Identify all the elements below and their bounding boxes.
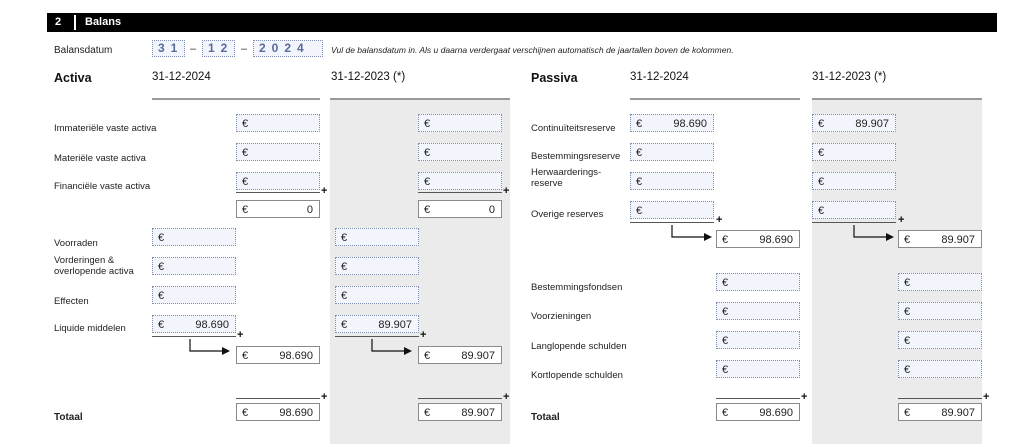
row-label-herwaardering: Herwaarderings-reserve bbox=[531, 167, 602, 189]
herwaardering-current-input[interactable]: € bbox=[630, 172, 714, 190]
row-label-bestemmingsfondsen: Bestemmingsfondsen bbox=[531, 282, 623, 293]
sum-line bbox=[630, 222, 714, 223]
plus-sign: + bbox=[237, 329, 244, 341]
section-title: Balans bbox=[85, 16, 122, 28]
balansdatum-label: Balansdatum bbox=[54, 45, 113, 56]
financieel-current-input[interactable]: € bbox=[236, 172, 320, 190]
section-number: 2 bbox=[55, 16, 62, 28]
voorraden-previous-input[interactable]: € bbox=[335, 228, 419, 246]
date-year-input[interactable]: 2024 bbox=[253, 40, 323, 57]
carry-arrow-icon bbox=[852, 224, 902, 244]
row-label-financieel: Financiële vaste activa bbox=[54, 181, 151, 192]
sum-line bbox=[812, 222, 896, 223]
vorderingen-previous-input[interactable]: € bbox=[335, 257, 419, 275]
vaste-activa-previous-subtotal: € 0 bbox=[418, 200, 502, 218]
date-day-input[interactable]: 31 bbox=[152, 40, 185, 57]
row-label-materieel: Materiële vaste activa bbox=[54, 153, 146, 164]
liquide-previous-input[interactable]: € 89.907 bbox=[335, 315, 419, 333]
sum-line bbox=[236, 192, 320, 193]
vlottende-activa-current-subtotal: € 98.690 bbox=[236, 346, 320, 364]
sum-line bbox=[716, 398, 800, 399]
sum-line bbox=[418, 398, 502, 399]
sum-line bbox=[898, 398, 982, 399]
voorraden-current-input[interactable]: € bbox=[152, 228, 236, 246]
carry-arrow-icon bbox=[188, 338, 238, 358]
passiva-current-total: € 98.690 bbox=[716, 403, 800, 421]
row-label-langlopend: Langlopende schulden bbox=[531, 341, 627, 352]
activa-totaal-label: Totaal bbox=[54, 412, 83, 423]
voorzieningen-current-input[interactable]: € bbox=[716, 302, 800, 320]
date-hint: Vul de balansdatum in. Als u daarna verdergaat verschijnen automatisch de jaartallen boven de kolommen. bbox=[331, 45, 734, 55]
immaterieel-previous-input[interactable]: € bbox=[418, 114, 502, 132]
row-label-vorderingen: Vorderingen & overlopende activa bbox=[54, 255, 134, 277]
plus-sign: + bbox=[983, 391, 990, 403]
row-label-voorraden: Voorraden bbox=[54, 238, 98, 249]
activa-col-previous: 31-12-2023 (*) bbox=[331, 71, 406, 83]
liquide-current-input[interactable]: € 98.690 bbox=[152, 315, 236, 333]
activa-previous-header-line bbox=[330, 98, 510, 100]
eigen-vermogen-current-subtotal: € 98.690 bbox=[716, 230, 800, 248]
section-header bbox=[47, 13, 997, 32]
row-label-continuiteit: Continuïteitsreserve bbox=[531, 123, 616, 134]
passiva-col-previous: 31-12-2023 (*) bbox=[812, 71, 887, 83]
continuiteit-previous-input[interactable]: € 89.907 bbox=[812, 114, 896, 132]
plus-sign: + bbox=[716, 214, 723, 226]
row-label-immaterieel: Immateriële vaste activa bbox=[54, 123, 157, 134]
plus-sign: + bbox=[503, 391, 510, 403]
kortlopend-previous-input[interactable]: € bbox=[898, 360, 982, 378]
effecten-current-input[interactable]: € bbox=[152, 286, 236, 304]
row-label-effecten: Effecten bbox=[54, 296, 89, 307]
plus-sign: + bbox=[321, 185, 328, 197]
passiva-totaal-label: Totaal bbox=[531, 412, 560, 423]
voorzieningen-previous-input[interactable]: € bbox=[898, 302, 982, 320]
bestemmingsreserve-current-input[interactable]: € bbox=[630, 143, 714, 161]
continuiteit-current-input[interactable]: € 98.690 bbox=[630, 114, 714, 132]
date-month-input[interactable]: 12 bbox=[202, 40, 235, 57]
activa-current-total: € 98.690 bbox=[236, 403, 320, 421]
date-separator: – bbox=[241, 43, 248, 55]
immaterieel-current-input[interactable]: € bbox=[236, 114, 320, 132]
activa-current-header-line bbox=[152, 98, 320, 100]
plus-sign: + bbox=[420, 329, 427, 341]
eigen-vermogen-previous-subtotal: € 89.907 bbox=[898, 230, 982, 248]
materieel-previous-input[interactable]: € bbox=[418, 143, 502, 161]
bestemmingsreserve-previous-input[interactable]: € bbox=[812, 143, 896, 161]
passiva-title: Passiva bbox=[531, 71, 578, 85]
herwaardering-previous-input[interactable]: € bbox=[812, 172, 896, 190]
carry-arrow-icon bbox=[670, 224, 720, 244]
header-divider bbox=[74, 15, 76, 30]
passiva-previous-total: € 89.907 bbox=[898, 403, 982, 421]
sum-line bbox=[152, 336, 236, 337]
sum-line bbox=[335, 336, 419, 337]
plus-sign: + bbox=[801, 391, 808, 403]
effecten-previous-input[interactable]: € bbox=[335, 286, 419, 304]
langlopend-previous-input[interactable]: € bbox=[898, 331, 982, 349]
vaste-activa-current-subtotal: € 0 bbox=[236, 200, 320, 218]
row-label-kortlopend: Kortlopende schulden bbox=[531, 370, 623, 381]
carry-arrow-icon bbox=[370, 338, 420, 358]
sum-line bbox=[418, 192, 502, 193]
passiva-col-current: 31-12-2024 bbox=[630, 71, 689, 83]
row-label-bestemmingsreserve: Bestemmingsreserve bbox=[531, 151, 621, 162]
sum-line bbox=[236, 398, 320, 399]
overige-current-input[interactable]: € bbox=[630, 201, 714, 219]
bestemmingsfondsen-current-input[interactable]: € bbox=[716, 273, 800, 291]
vorderingen-current-input[interactable]: € bbox=[152, 257, 236, 275]
materieel-current-input[interactable]: € bbox=[236, 143, 320, 161]
plus-sign: + bbox=[321, 391, 328, 403]
row-label-voorzieningen: Voorzieningen bbox=[531, 311, 592, 322]
kortlopend-current-input[interactable]: € bbox=[716, 360, 800, 378]
date-separator: – bbox=[190, 43, 197, 55]
financieel-previous-input[interactable]: € bbox=[418, 172, 502, 190]
vlottende-activa-previous-subtotal: € 89.907 bbox=[418, 346, 502, 364]
passiva-current-header-line bbox=[630, 98, 800, 100]
activa-col-current: 31-12-2024 bbox=[152, 71, 211, 83]
bestemmingsfondsen-previous-input[interactable]: € bbox=[898, 273, 982, 291]
activa-previous-total: € 89.907 bbox=[418, 403, 502, 421]
row-label-overige: Overige reserves bbox=[531, 209, 604, 220]
plus-sign: + bbox=[898, 214, 905, 226]
langlopend-current-input[interactable]: € bbox=[716, 331, 800, 349]
activa-title: Activa bbox=[54, 71, 92, 85]
passiva-previous-header-line bbox=[812, 98, 982, 100]
overige-previous-input[interactable]: € bbox=[812, 201, 896, 219]
plus-sign: + bbox=[503, 185, 510, 197]
row-label-liquide: Liquide middelen bbox=[54, 323, 126, 334]
